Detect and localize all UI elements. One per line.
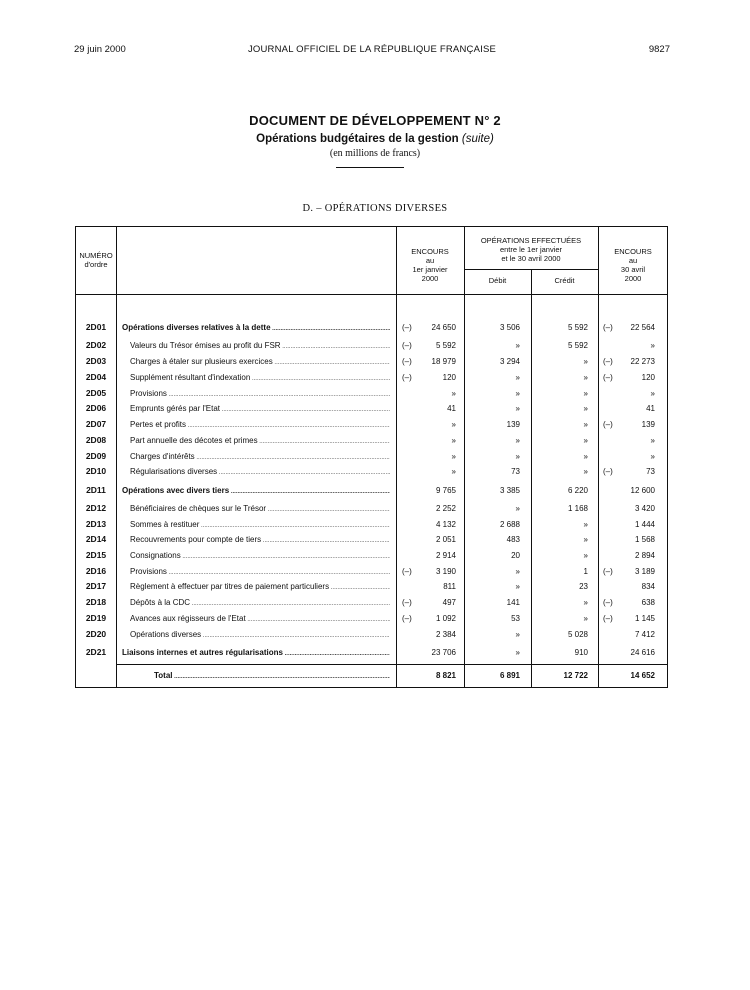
total-encours-start: 8 821 [435, 671, 456, 680]
table-row [76, 464, 669, 479]
encours-end-cell: 22 273 [630, 357, 655, 366]
total-encours-end: 14 652 [630, 671, 655, 680]
debit-cell: » [515, 630, 520, 639]
row-code: 2D19 [85, 613, 107, 623]
row-code: 2D12 [85, 503, 107, 513]
header-line: 30 avril [620, 265, 646, 274]
neg-sign: (–) [402, 341, 412, 350]
credit-cell: » [583, 373, 588, 382]
encours-end-cell: 120 [641, 373, 655, 382]
header-line: au [425, 256, 435, 265]
header-line: OPÉRATIONS EFFECTUÉES [480, 236, 582, 245]
encours-end-cell: 139 [641, 420, 655, 429]
encours-end-cell: » [650, 389, 655, 398]
row-label: Opérations diverses relatives à la dette ..... [122, 320, 390, 337]
debit-cell: » [515, 436, 520, 445]
header-encours-start [396, 247, 464, 283]
header-debit: Débit [488, 276, 507, 285]
table-row [76, 449, 669, 464]
header-line: 2000 [421, 274, 439, 283]
debit-cell: » [515, 373, 520, 382]
debit-cell: » [515, 567, 520, 576]
debit-cell: 73 [511, 467, 520, 476]
running-header [74, 44, 670, 58]
neg-sign: (–) [603, 323, 613, 332]
total-credit: 12 722 [563, 671, 588, 680]
row-label: Sommes à restituer ..... [130, 517, 390, 534]
table-row [76, 370, 669, 385]
table-row [76, 483, 669, 498]
neg-sign: (–) [402, 598, 412, 607]
encours-end-cell: 24 616 [630, 648, 655, 657]
table-row [76, 611, 669, 626]
table-row [76, 645, 669, 660]
header-line: ENCOURS [614, 247, 652, 256]
row-label: Règlement à effectuer par titres de paiement particuliers ..... [130, 579, 390, 596]
row-label: Opérations diverses ..... [130, 627, 390, 644]
row-code: 2D16 [85, 566, 107, 576]
credit-cell: 6 220 [567, 486, 588, 495]
row-code: 2D03 [85, 356, 107, 366]
header-rule [76, 294, 667, 295]
table-row [76, 433, 669, 448]
encours-start-cell: 3 190 [435, 567, 456, 576]
neg-sign: (–) [402, 614, 412, 623]
encours-start-cell: 18 979 [431, 357, 456, 366]
encours-start-cell: 811 [443, 582, 456, 591]
row-label: Pertes et profits ..... [130, 417, 390, 434]
journal-title: JOURNAL OFFICIEL DE LA RÉPUBLIQUE FRANÇAISE [247, 44, 497, 55]
row-label: Provisions ..... [130, 564, 390, 581]
header-numero-line: NUMÉRO [79, 251, 113, 260]
neg-sign: (–) [603, 567, 613, 576]
row-label: Valeurs du Trésor émises au profit du FSR ..... [130, 338, 390, 355]
row-label: Charges à étaler sur plusieurs exercices ..... [130, 354, 390, 371]
debit-cell: 3 385 [499, 486, 520, 495]
row-label: Liaisons internes et autres régularisations ..... [122, 645, 390, 662]
encours-start-cell: » [451, 389, 456, 398]
credit-cell: » [583, 452, 588, 461]
encours-end-cell: 834 [641, 582, 655, 591]
row-code: 2D08 [85, 435, 107, 445]
neg-sign: (–) [402, 567, 412, 576]
row-label: Emprunts gérés par l'Etat ..... [130, 401, 390, 418]
row-code: 2D10 [85, 466, 107, 476]
subtitle-text: Opérations budgétaires de la gestion [256, 133, 459, 145]
credit-cell: 5 028 [567, 630, 588, 639]
row-code: 2D09 [85, 451, 107, 461]
encours-end-cell: 1 444 [634, 520, 655, 529]
encours-end-cell: 3 189 [634, 567, 655, 576]
section-title: D. – OPÉRATIONS DIVERSES [302, 203, 448, 214]
header-line: 2000 [624, 274, 642, 283]
row-code: 2D18 [85, 597, 107, 607]
row-code: 2D01 [85, 322, 107, 332]
total-label: Total ..... [154, 668, 390, 685]
table-row [76, 517, 669, 532]
credit-cell: 23 [579, 582, 588, 591]
encours-end-cell: 2 894 [634, 551, 655, 560]
encours-start-cell: 2 051 [435, 535, 456, 544]
debit-cell: » [515, 582, 520, 591]
total-rule [116, 664, 667, 665]
header-numero-line: d'ordre [84, 260, 108, 269]
encours-end-cell: 7 412 [634, 630, 655, 639]
header-line: entre le 1er janvier [499, 245, 563, 254]
total-debit: 6 891 [499, 671, 520, 680]
encours-end-cell: 12 600 [630, 486, 655, 495]
encours-start-cell: 9 765 [435, 486, 456, 495]
table-row [76, 338, 669, 353]
row-code: 2D06 [85, 403, 107, 413]
row-label: Recouvrements pour compte de tiers ..... [130, 532, 390, 549]
row-label: Supplément résultant d'indexation ..... [130, 370, 390, 387]
credit-cell: » [583, 551, 588, 560]
neg-sign: (–) [603, 598, 613, 607]
debit-cell: » [515, 452, 520, 461]
encours-start-cell: 41 [447, 404, 456, 413]
table-row [76, 548, 669, 563]
document-title-block [0, 113, 750, 159]
encours-end-cell: 3 420 [634, 504, 655, 513]
encours-end-cell: 1 145 [634, 614, 655, 623]
debit-cell: » [515, 504, 520, 513]
encours-end-cell: » [650, 436, 655, 445]
encours-end-cell: 638 [641, 598, 655, 607]
row-label: Charges d'intérêts ..... [130, 449, 390, 466]
table-row [76, 401, 669, 416]
page-number: 9827 [648, 44, 670, 55]
table-row [76, 595, 669, 610]
row-label: Avances aux régisseurs de l'Etat ..... [130, 611, 390, 628]
neg-sign: (–) [603, 614, 613, 623]
encours-start-cell: 23 706 [431, 648, 456, 657]
encours-start-cell: » [451, 467, 456, 476]
row-label: Part annuelle des décotes et primes ..... [130, 433, 390, 450]
credit-cell: » [583, 357, 588, 366]
encours-start-cell: » [451, 420, 456, 429]
table-row [76, 564, 669, 579]
credit-cell: » [583, 389, 588, 398]
row-label: Régularisations diverses ..... [130, 464, 390, 481]
credit-cell: » [583, 520, 588, 529]
debit-cell: 3 294 [499, 357, 520, 366]
row-label: Consignations ..... [130, 548, 390, 565]
credit-cell: 5 592 [567, 341, 588, 350]
debit-cell: 53 [511, 614, 520, 623]
table-row [76, 320, 669, 335]
credit-cell: » [583, 404, 588, 413]
header-credit: Crédit [554, 276, 575, 285]
row-code: 2D02 [85, 340, 107, 350]
subtitle-suite: (suite) [461, 133, 494, 145]
row-code: 2D11 [86, 485, 106, 495]
title-divider [336, 167, 404, 168]
table-row [76, 627, 669, 642]
encours-start-cell: 4 132 [435, 520, 456, 529]
debit-cell: » [515, 648, 520, 657]
row-label: Opérations avec divers tiers ..... [122, 483, 390, 500]
header-numero [76, 251, 116, 269]
credit-cell: » [583, 598, 588, 607]
neg-sign: (–) [603, 373, 613, 382]
row-code: 2D13 [85, 519, 107, 529]
row-label: Provisions ..... [130, 386, 390, 403]
credit-cell: » [583, 614, 588, 623]
debit-cell: 141 [506, 598, 520, 607]
neg-sign: (–) [603, 420, 613, 429]
encours-start-cell: 2 384 [435, 630, 456, 639]
document-subtitle [0, 133, 750, 145]
credit-cell: 910 [574, 648, 588, 657]
header-line: au [628, 256, 638, 265]
header-line: ENCOURS [411, 247, 449, 256]
encours-end-cell: » [650, 341, 655, 350]
row-label: Dépôts à la CDC ..... [130, 595, 390, 612]
total-row [76, 668, 669, 683]
row-code: 2D07 [85, 419, 107, 429]
debit-cell: 3 506 [499, 323, 520, 332]
encours-start-cell: 24 650 [431, 323, 456, 332]
table-row [76, 579, 669, 594]
encours-end-cell: 41 [646, 404, 655, 413]
document-title: DOCUMENT DE DÉVELOPPEMENT N° 2 [249, 113, 501, 128]
encours-start-cell: 120 [442, 373, 456, 382]
row-code: 2D20 [85, 629, 107, 639]
debit-cell: » [515, 341, 520, 350]
row-code: 2D21 [85, 647, 107, 657]
row-code: 2D14 [85, 534, 107, 544]
header-line: 1er janvier [412, 265, 448, 274]
encours-start-cell: 5 592 [435, 341, 456, 350]
credit-cell: 5 592 [567, 323, 588, 332]
encours-start-cell: 2 252 [435, 504, 456, 513]
units-note: (en millions de francs) [329, 148, 421, 159]
header-operations [464, 236, 598, 263]
header-line: et le 30 avril 2000 [501, 254, 561, 263]
row-code: 2D04 [85, 372, 107, 382]
encours-start-cell: » [451, 452, 456, 461]
debit-cell: 20 [511, 551, 520, 560]
neg-sign: (–) [603, 467, 613, 476]
debit-cell: 483 [506, 535, 520, 544]
credit-cell: » [583, 436, 588, 445]
issue-date: 29 juin 2000 [74, 44, 126, 55]
row-code: 2D15 [85, 550, 107, 560]
encours-end-cell: » [650, 452, 655, 461]
encours-end-cell: 73 [646, 467, 655, 476]
row-code: 2D17 [85, 581, 107, 591]
debit-cell: 2 688 [499, 520, 520, 529]
debit-cell: » [515, 389, 520, 398]
credit-cell: » [583, 467, 588, 476]
header-rule [464, 269, 598, 270]
encours-end-cell: 1 568 [634, 535, 655, 544]
encours-end-cell: 22 564 [630, 323, 655, 332]
table-row [76, 417, 669, 432]
credit-cell: 1 [583, 567, 588, 576]
encours-start-cell: » [451, 436, 456, 445]
encours-start-cell: 2 914 [435, 551, 456, 560]
credit-cell: » [583, 420, 588, 429]
neg-sign: (–) [402, 323, 412, 332]
table-row [76, 532, 669, 547]
operations-table [75, 226, 668, 688]
table-row [76, 386, 669, 401]
credit-cell: 1 168 [567, 504, 588, 513]
table-row [76, 501, 669, 516]
debit-cell: » [515, 404, 520, 413]
header-encours-end [598, 247, 668, 283]
encours-start-cell: 497 [442, 598, 456, 607]
credit-cell: » [583, 535, 588, 544]
neg-sign: (–) [603, 357, 613, 366]
neg-sign: (–) [402, 357, 412, 366]
encours-start-cell: 1 092 [435, 614, 456, 623]
table-row [76, 354, 669, 369]
row-label: Bénéficiaires de chèques sur le Trésor ..... [130, 501, 390, 518]
row-code: 2D05 [85, 388, 107, 398]
debit-cell: 139 [506, 420, 520, 429]
neg-sign: (–) [402, 373, 412, 382]
